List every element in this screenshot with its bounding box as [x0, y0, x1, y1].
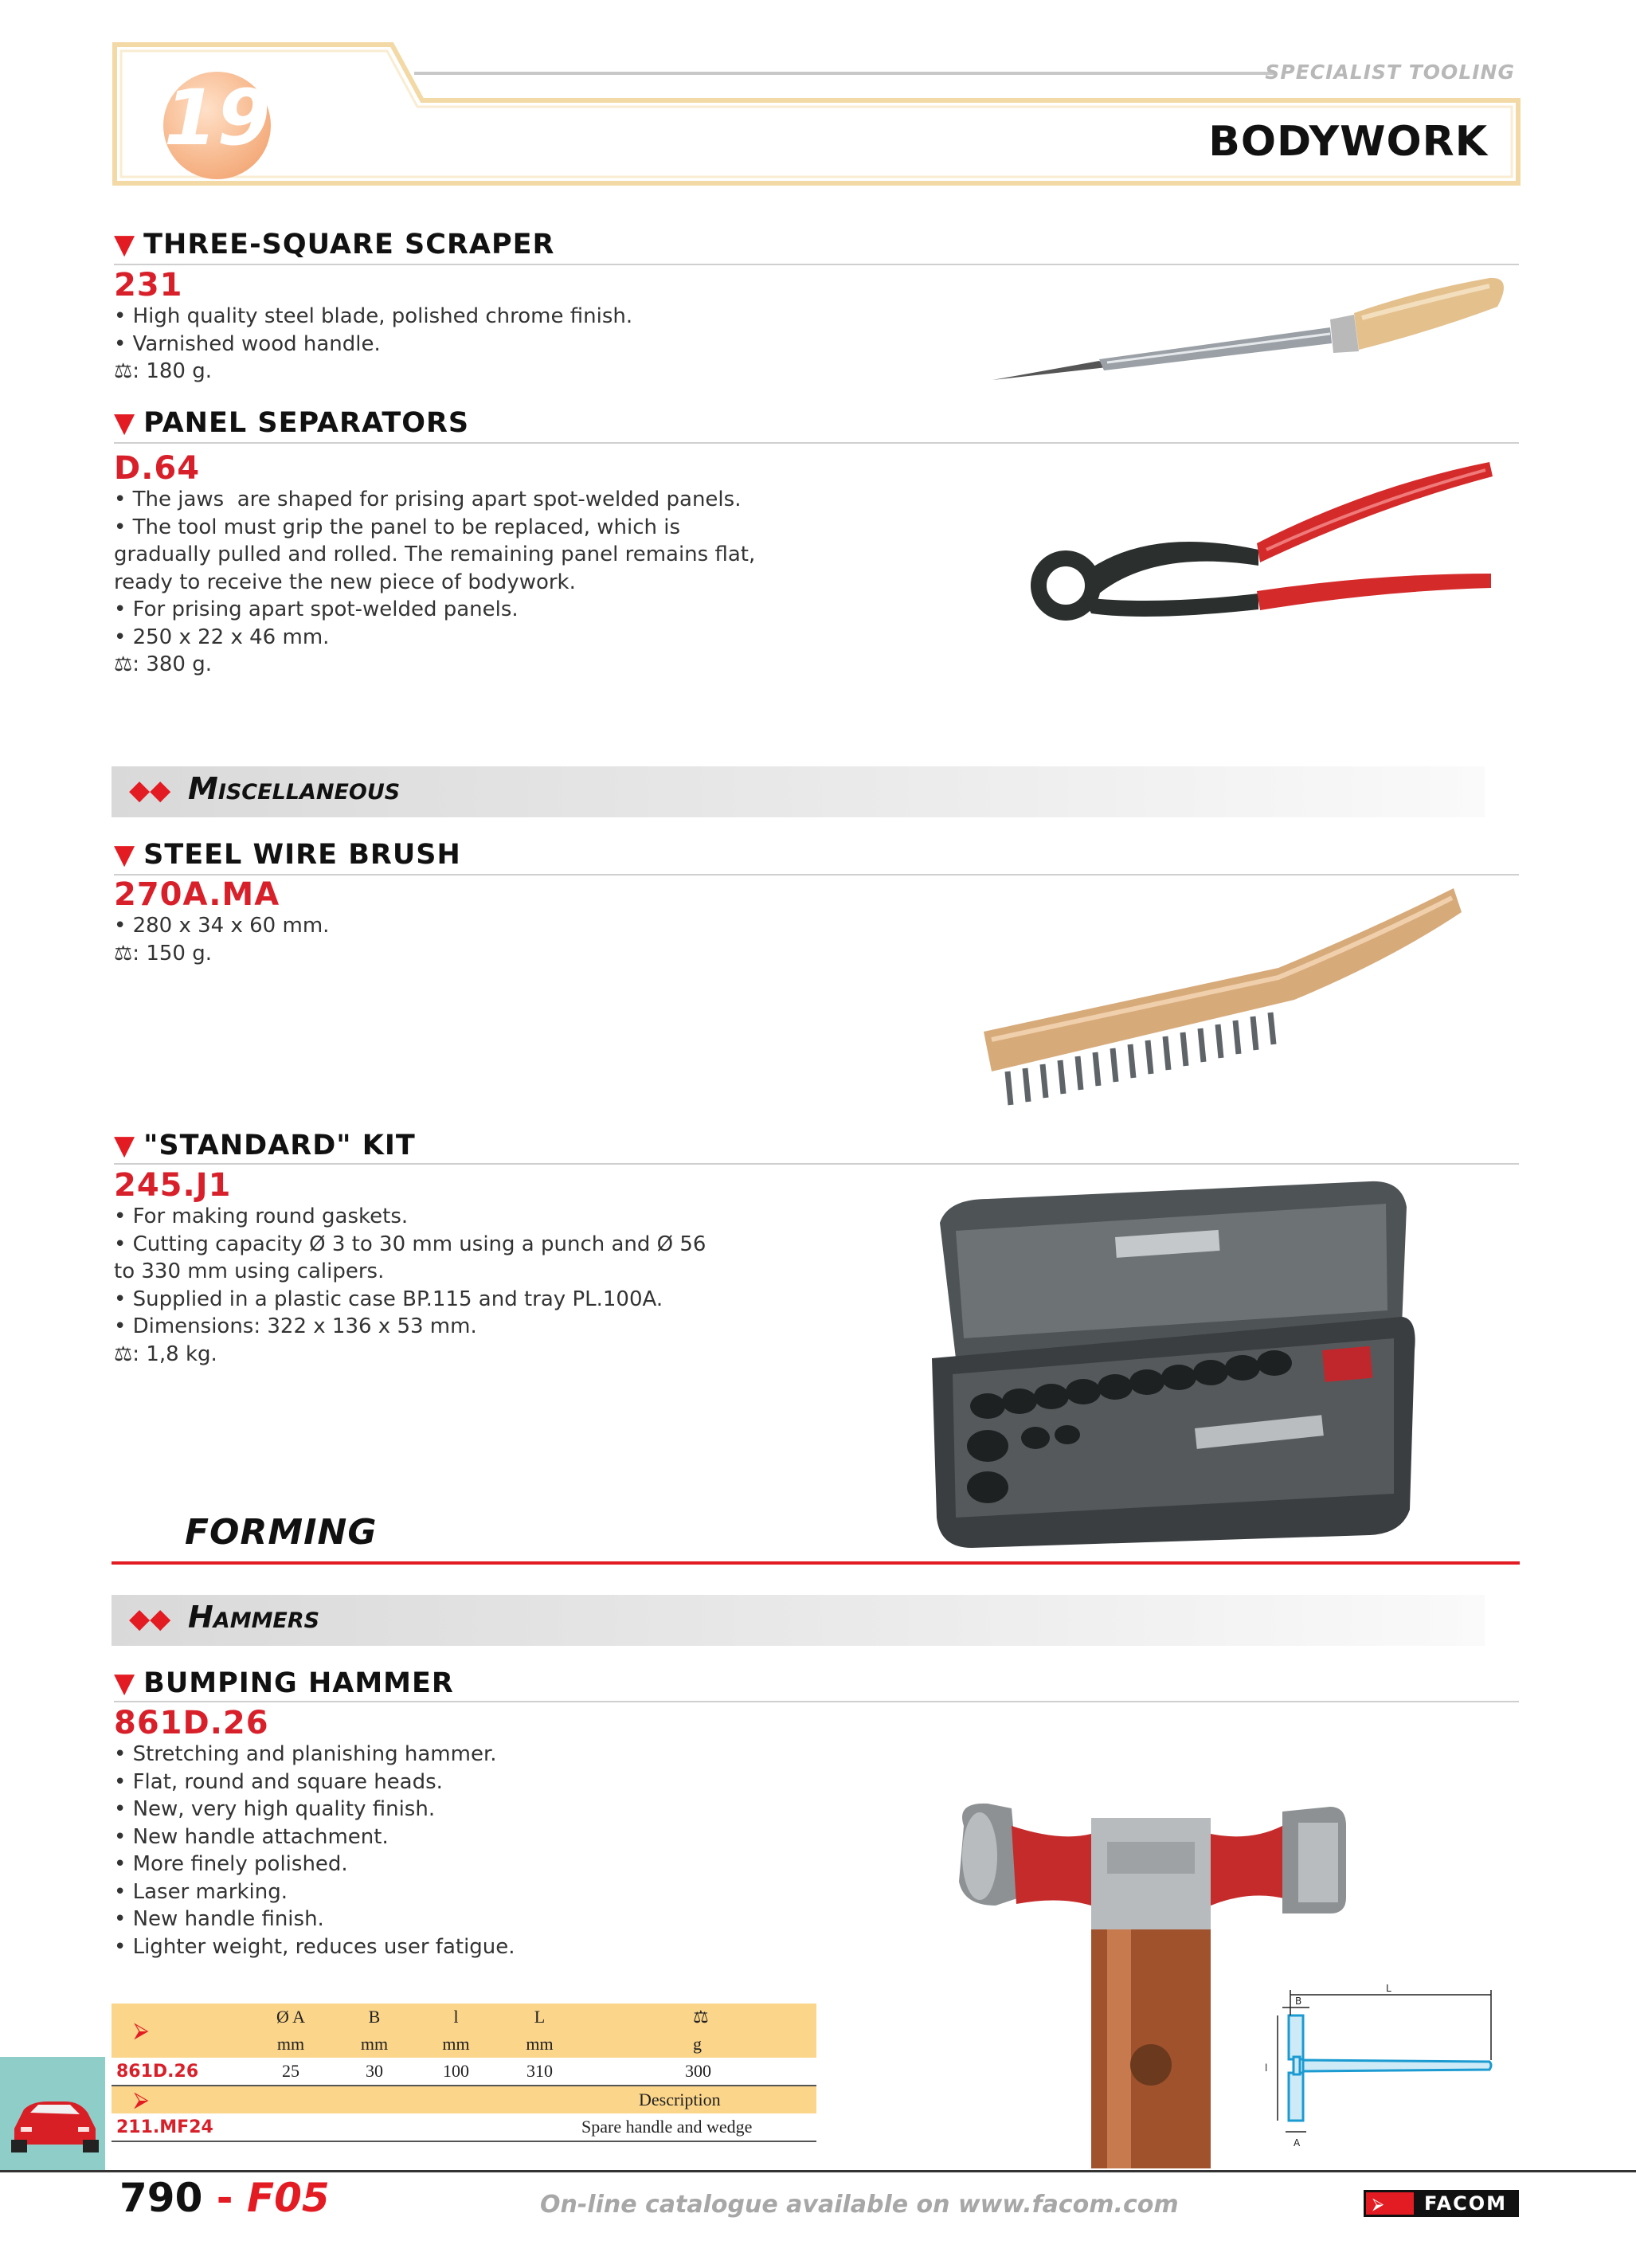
pliers-image — [1027, 454, 1505, 637]
divider — [114, 874, 1519, 875]
triangle-icon: ▼ — [114, 839, 136, 871]
product-title: ▼ STEEL WIRE BRUSH — [114, 839, 461, 871]
product-title: ▼ BUMPING HAMMER — [114, 1667, 454, 1699]
triangle-icon: ▼ — [114, 1130, 136, 1161]
product-ref: D.64 — [114, 450, 201, 487]
table-row: 861D.26 25 30 100 310 300 — [112, 2058, 816, 2086]
divider — [114, 1701, 1519, 1702]
product-ref: 245.J1 — [114, 1167, 232, 1204]
diamond-icon: ◆◆ — [129, 774, 171, 806]
spec-table: ⮚ Ø A B l L ⚖ mm mm mm mm g 861D.26 25 30 100 310 300 ⮚ Description 211.MF24 Spare handle and wedge — [112, 2004, 816, 2142]
ref-arrow-icon: ⮚ — [112, 2004, 247, 2058]
label-L: L — [1386, 1984, 1391, 1994]
product-title: ▼ THREE-SQUARE SCRAPER — [114, 229, 555, 260]
facom-arrow-icon: ⮚ — [1372, 2194, 1384, 2213]
online-catalogue-text: On-line catalogue available on www.facom.com — [540, 2191, 1179, 2219]
product-title: ▼ PANEL SEPARATORS — [114, 407, 470, 439]
side-tab-bodywork — [0, 2057, 105, 2170]
product-desc: • The jaws are shaped for prising apart spot-welded panels. • The tool must grip the panel to be replaced, which is gradually pulled and rolled. The remaining panel remains flat, ready to receive the new piece of bodywork. • For prising apart spot-welded panels. • 250 x 22 x 46 mm. ⚖: 380 g. — [114, 488, 756, 676]
section-banner-hammers: ◆◆ Hammers — [112, 1595, 1485, 1646]
chapter-number: 19 — [163, 73, 271, 163]
product-desc: • Stretching and planishing hammer. • Flat, round and square heads. • New, very high quality finish. • New handle attachment. • More finely polished. • Laser marking. • New handle finish. • Lighter weight, reduces user fatigue. — [114, 1742, 515, 1959]
divider — [114, 1163, 1519, 1165]
label-l: l — [1265, 2062, 1268, 2074]
product-desc: • 280 x 34 x 60 mm. ⚖: 150 g. — [114, 914, 330, 966]
facom-logo: ⮚ FACOM — [1364, 2190, 1519, 2217]
triangle-icon: ▼ — [114, 229, 136, 260]
triangle-icon: ▼ — [114, 1667, 136, 1699]
product-desc: • For making round gaskets. • Cutting capacity Ø 3 to 30 mm using a punch and Ø 56 to 330 mm using calipers. • Supplied in a plastic case BP.115 and tray PL.100A. • Dimensions: 322 x 136 x 53 mm. ⚖: 1,8 kg. — [114, 1205, 706, 1366]
page-title: BODYWORK — [1208, 118, 1488, 166]
forming-divider — [112, 1561, 1520, 1565]
label-B: B — [1295, 1996, 1302, 2007]
kit-case-image — [924, 1175, 1418, 1549]
page-number: 790 - F05 — [119, 2175, 330, 2221]
wire-brush-image — [976, 880, 1470, 1119]
divider — [114, 442, 1519, 444]
diamond-icon: ◆◆ — [129, 1603, 171, 1635]
product-ref: 270A.MA — [114, 876, 280, 913]
scraper-image — [988, 267, 1505, 394]
product-title: ▼ "STANDARD" KIT — [114, 1130, 416, 1161]
car-icon — [0, 2057, 105, 2170]
product-desc: • High quality steel blade, polished chrome finish. • Varnished wood handle. ⚖: 180 g. — [114, 304, 633, 383]
table-row: 211.MF24 Spare handle and wedge — [112, 2113, 816, 2141]
product-ref: 861D.26 — [114, 1705, 269, 1741]
ref-arrow-icon: ⮚ — [112, 2086, 247, 2113]
label-A: A — [1294, 2137, 1301, 2149]
section-heading-forming: FORMING — [185, 1512, 378, 1553]
triangle-icon: ▼ — [114, 407, 136, 439]
section-banner-miscellaneous: ◆◆ Miscellaneous — [112, 766, 1485, 817]
footer-divider — [0, 2170, 1636, 2172]
product-ref: 231 — [114, 267, 183, 304]
category-label: SPECIALIST TOOLING — [1265, 61, 1515, 84]
divider — [114, 264, 1519, 265]
hammer-dimension-diagram — [1258, 1984, 1497, 2151]
